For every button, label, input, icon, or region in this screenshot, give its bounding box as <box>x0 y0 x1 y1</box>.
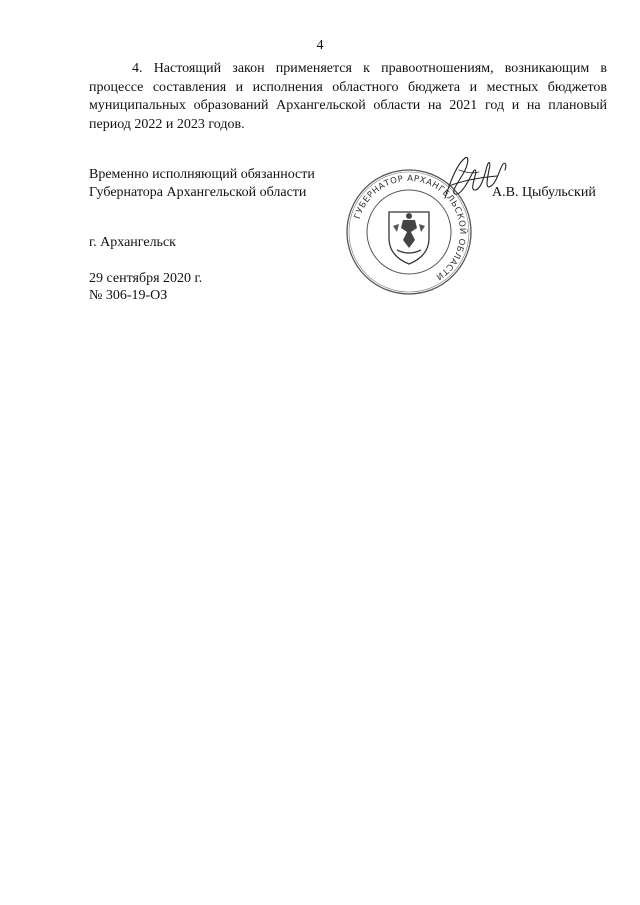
city: г. Архангельск <box>89 235 176 250</box>
signatory-title-line2: Губернатора Архангельской области <box>89 185 307 200</box>
law-number: № 306-19-ОЗ <box>89 288 168 303</box>
signing-date: 29 сентября 2020 г. <box>89 271 203 286</box>
signatory-title-line1: Временно исполняющий обязанности <box>89 167 315 182</box>
signatory-title <box>89 166 315 202</box>
coat-of-arms-icon <box>389 212 429 264</box>
date-block <box>89 270 202 304</box>
signatory-name: А.В. Цыбульский <box>492 185 596 200</box>
page-number: 4 <box>316 38 324 53</box>
law-paragraph: 4. Настоящий закон применяется к правоотношениям, возникающим в процессе составления и исполнения областного бюджета и местных бюджетов муниципальных образований Архангельской области на 2021 год и на плановый период 2022 и 2023 годов. <box>89 61 607 132</box>
seal-text: ГУБЕРНАТОР АРХАНГЕЛЬСКОЙ ОБЛАСТИ <box>352 173 468 282</box>
